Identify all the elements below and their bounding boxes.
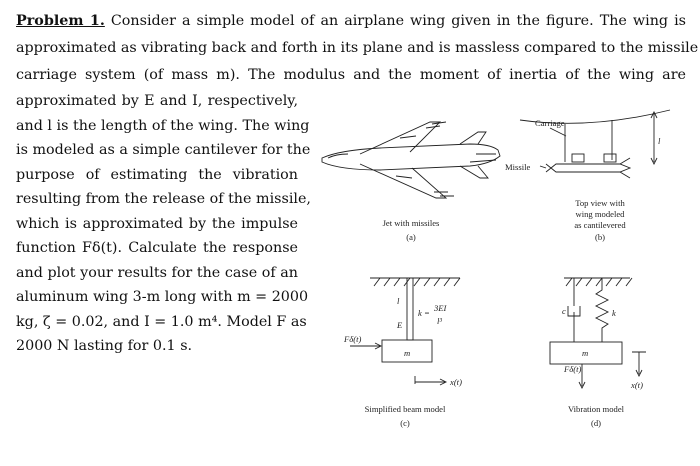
- label-e: E: [397, 320, 403, 330]
- caption-b-line3: as cantilevered: [574, 220, 626, 230]
- beam-model-drawing: [350, 278, 460, 385]
- problem-text-line: carriage system (of mass m). The modulus and the moment of inertia of the wing are: [16, 67, 686, 83]
- label-x-c: x(t): [450, 377, 462, 387]
- problem-text-line: purpose of estimating the vibration: [16, 166, 298, 183]
- label-x-d: x(t): [631, 380, 643, 390]
- caption-c-letter: (c): [400, 418, 410, 428]
- label-length-b: l: [658, 136, 661, 146]
- label-length-c: l: [397, 296, 400, 306]
- label-force-c: Fδ(t): [344, 334, 362, 344]
- problem-text-line: which is approximated by the impulse: [16, 215, 298, 232]
- caption-b-line1: Top view with: [575, 198, 625, 208]
- caption-d-letter: (d): [590, 418, 602, 428]
- problem-text-line: aluminum wing 3-m long with m = 2000: [16, 289, 309, 305]
- caption-c: Simplified beam model: [364, 404, 446, 414]
- label-carriage: Carriage: [535, 118, 565, 128]
- label-k-d: k: [612, 308, 616, 318]
- caption-b-letter: (b): [594, 232, 606, 242]
- problem-text-line: and plot your results for the case of an: [16, 264, 298, 281]
- problem-text-line: is modeled as a simple cantilever for the: [16, 142, 311, 158]
- label-frac-den: l³: [437, 316, 442, 326]
- caption-d: Vibration model: [567, 404, 625, 414]
- problem-text-line: function Fδ(t). Calculate the response: [16, 240, 298, 256]
- caption-a-letter: (a): [406, 232, 416, 242]
- problem-text-line: approximated as vibrating back and forth in its plane and is massless compared to the missile: [16, 40, 699, 56]
- problem-text-line: and l is the length of the wing. The wing: [16, 117, 310, 134]
- problem-text-line: Consider a simple model of an airplane wing given in the figure. The wing is: [110, 13, 686, 29]
- jet-drawing: [322, 122, 500, 198]
- caption-b-line2: wing modeled: [575, 209, 625, 219]
- problem-text-line: 2000 N lasting for 0.1 s.: [16, 338, 193, 354]
- label-c: c: [562, 306, 566, 316]
- caption-a: Jet with missiles: [382, 218, 440, 228]
- problem-title: Problem 1.: [16, 13, 105, 29]
- problem-text-line: kg, ζ = 0.02, and I = 1.0 m⁴. Model F as: [16, 313, 307, 330]
- label-mass-d: m: [582, 348, 589, 358]
- label-k-c: k =: [418, 308, 430, 318]
- label-mass-c: m: [404, 348, 411, 358]
- problem-text-line: approximated by E and I, respectively,: [16, 93, 298, 109]
- label-force-d: Fδ(t): [564, 364, 582, 374]
- figure: [300, 106, 700, 462]
- problem-line-1: [16, 8, 686, 35]
- label-frac-num: 3EI: [434, 303, 447, 313]
- label-missile: Missile: [505, 162, 531, 172]
- problem-text-line: resulting from the release of the missile,: [16, 191, 311, 207]
